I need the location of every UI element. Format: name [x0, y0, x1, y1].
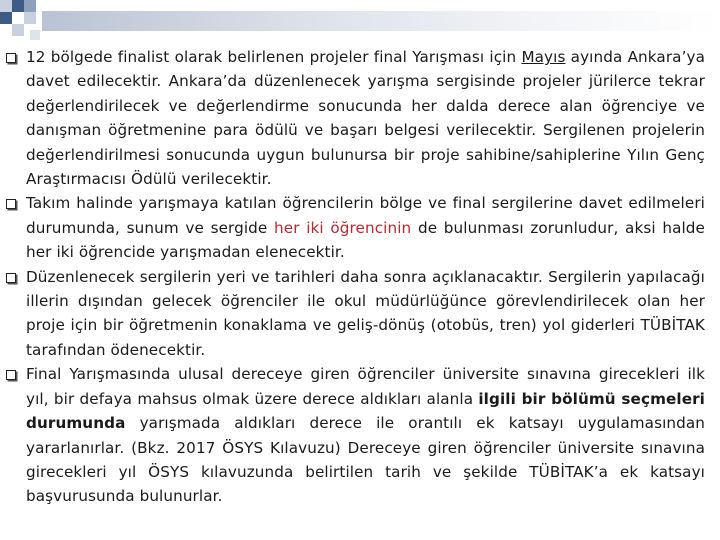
list-item	[26, 45, 705, 191]
decor-square	[0, 12, 12, 24]
decor-square	[24, 0, 36, 12]
item-text: de bulunması zorunludur, aksi halde her iki öğrencide yarışmadan elenecektir.	[26, 218, 705, 262]
item-text: ayında Ankara’ya davet edilecektir. Ankara’da düzenlenecek yarışma sergisinde projeler jürilerce tekrar değerlendirilecek ve değerlendirme sonucunda her dalda derece alan öğrenciye ve danışman öğretmenine para ödülü ve başarı belgesi verilecektir. Sergilenen projelerin değerlendirilmesi sonucunda uygun bulunursa bir proje sahibine/sahiplerine Yılın Genç Araştırmacısı Ödülü verilecektir.	[26, 48, 705, 189]
square-bullet-icon	[6, 273, 16, 283]
item-text: yarışmada aldıkları derece ile orantılı ek katsayı uygulamasından yararlanırlar. (Bkz. 2017 ÖSYS Kılavuzu) Dereceye giren öğrenciler üniversite sınavına girecekleri yıl ÖSYS kılavuzunda belirtilen tarih ve şekilde TÜBİTAK’a ek katsayı başvurusunda bulunurlar.	[26, 414, 705, 506]
list-item	[26, 362, 705, 508]
list-item	[26, 191, 705, 264]
list-item	[26, 265, 705, 363]
decor-square	[12, 0, 24, 12]
bold-text: ilgili bir bölümü seçmeleri durumunda	[26, 389, 705, 433]
header-gradient-bar	[42, 11, 720, 31]
bullet-list	[0, 45, 720, 509]
highlighted-text: her iki öğrencinin	[274, 218, 412, 237]
item-text: 12 bölgede finalist olarak belirlenen projeler final Yarışması için	[26, 48, 522, 66]
item-text: Final Yarışmasında ulusal dereceye giren öğrenciler üniversite sınavına girecekleri ilk yıl, bir defaya mahsus olmak üzere derece aldıkları alanla	[26, 365, 705, 408]
underlined-word: Mayıs	[521, 48, 566, 66]
decor-square	[12, 24, 24, 36]
decor-square	[24, 12, 36, 24]
square-bullet-icon	[6, 199, 16, 209]
square-bullet-icon	[6, 53, 16, 63]
square-bullet-icon	[6, 370, 16, 380]
item-text: Takım halinde yarışmaya katılan öğrencilerin bölge ve final sergilerine davet edilmeleri durumunda, sunum ve sergide	[26, 194, 705, 237]
decor-square	[0, 0, 12, 12]
decor-square	[30, 30, 40, 40]
item-text: Düzenlenecek sergilerin yeri ve tarihleri daha sonra açıklanacaktır. Sergilerin yapılacağı illerin dışından gelecek öğrenciler ile okul müdürlüğünce görevlendirilecek olan her proje için bir öğretmenin konaklama ve geliş-dönüş (otobüs, tren) yol giderleri TÜBİTAK tarafından ödenecektir.	[26, 267, 705, 359]
